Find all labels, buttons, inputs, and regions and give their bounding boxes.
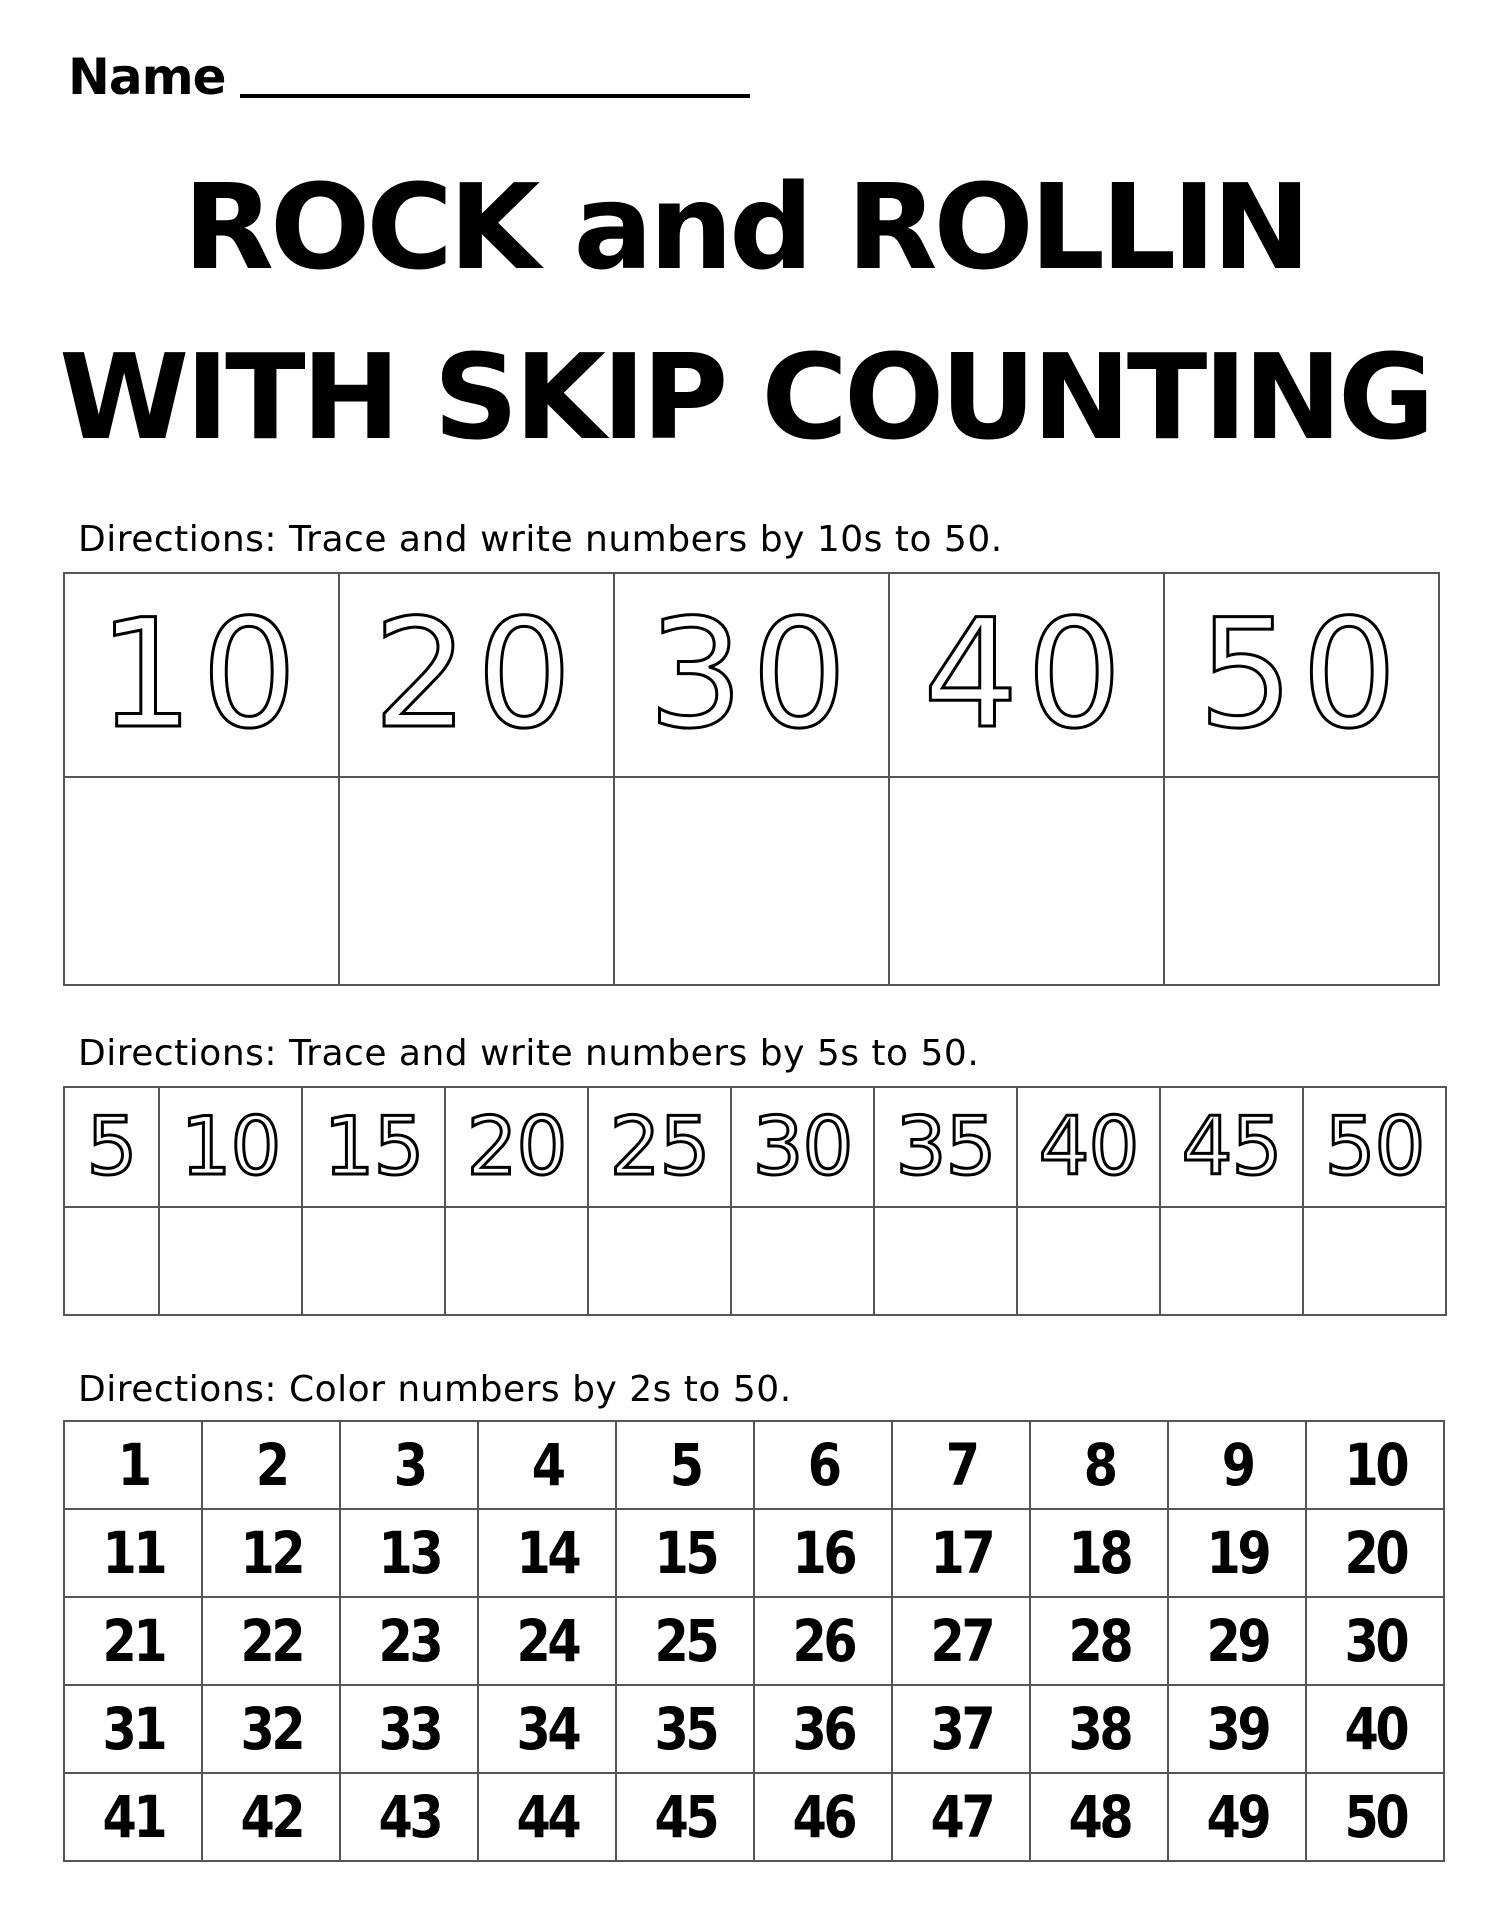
chart-number: 50 xyxy=(1344,1783,1406,1851)
chart-cell[interactable] xyxy=(202,1773,340,1861)
chart-number: 21 xyxy=(102,1607,164,1675)
directions-tens: Directions: Trace and write numbers by 10s to 50. xyxy=(78,519,1003,560)
chart-cell[interactable] xyxy=(64,1509,202,1597)
trace-number: 40 xyxy=(1038,1100,1139,1193)
chart-cell[interactable] xyxy=(1168,1597,1306,1685)
chart-number: 47 xyxy=(930,1783,992,1851)
tens-write-cell[interactable] xyxy=(64,777,339,985)
chart-cell[interactable] xyxy=(616,1509,754,1597)
chart-number: 1 xyxy=(117,1431,149,1499)
chart-cell[interactable] xyxy=(202,1685,340,1773)
chart-number: 45 xyxy=(654,1783,716,1851)
chart-number: 43 xyxy=(378,1783,440,1851)
chart-number: 26 xyxy=(792,1607,854,1675)
chart-cell[interactable] xyxy=(892,1773,1030,1861)
chart-cell[interactable] xyxy=(754,1773,892,1861)
chart-cell[interactable] xyxy=(478,1597,616,1685)
chart-cell[interactable] xyxy=(1306,1421,1444,1509)
chart-cell[interactable] xyxy=(1306,1685,1444,1773)
tens-trace-cell xyxy=(614,573,889,777)
chart-number: 15 xyxy=(654,1519,716,1587)
chart-number: 14 xyxy=(516,1519,578,1587)
chart-cell[interactable] xyxy=(1030,1421,1168,1509)
chart-number: 30 xyxy=(1344,1607,1406,1675)
trace-number: 20 xyxy=(466,1100,567,1193)
chart-cell[interactable] xyxy=(202,1509,340,1597)
chart-number: 7 xyxy=(945,1431,977,1499)
name-field[interactable] xyxy=(240,94,750,98)
fives-write-cell[interactable] xyxy=(588,1207,731,1315)
chart-number: 3 xyxy=(393,1431,425,1499)
chart-cell[interactable] xyxy=(1030,1685,1168,1773)
chart-cell[interactable] xyxy=(754,1597,892,1685)
trace-number: 30 xyxy=(648,588,855,762)
chart-number: 8 xyxy=(1083,1431,1115,1499)
chart-number: 29 xyxy=(1206,1607,1268,1675)
chart-cell[interactable] xyxy=(892,1597,1030,1685)
fives-write-cell[interactable] xyxy=(159,1207,302,1315)
chart-number: 2 xyxy=(255,1431,287,1499)
chart-cell[interactable] xyxy=(616,1597,754,1685)
chart-number: 41 xyxy=(102,1783,164,1851)
chart-cell[interactable] xyxy=(202,1597,340,1685)
chart-cell[interactable] xyxy=(340,1421,478,1509)
chart-number: 36 xyxy=(792,1695,854,1763)
trace-number: 50 xyxy=(1198,588,1405,762)
fives-trace-cell xyxy=(588,1087,731,1207)
chart-cell[interactable] xyxy=(1168,1773,1306,1861)
tens-trace-cell xyxy=(64,573,339,777)
tens-trace-cell xyxy=(889,573,1164,777)
title-line-2: WITH SKIP COUNTING xyxy=(59,328,1431,466)
tens-trace-cell xyxy=(1164,573,1439,777)
chart-cell[interactable] xyxy=(892,1685,1030,1773)
chart-cell[interactable] xyxy=(754,1421,892,1509)
chart-cell[interactable] xyxy=(616,1773,754,1861)
chart-number: 42 xyxy=(240,1783,302,1851)
chart-number: 19 xyxy=(1206,1519,1268,1587)
chart-cell[interactable] xyxy=(64,1773,202,1861)
chart-cell[interactable] xyxy=(1030,1773,1168,1861)
chart-cell[interactable] xyxy=(64,1597,202,1685)
fives-trace-row xyxy=(64,1087,1446,1207)
chart-cell[interactable] xyxy=(754,1509,892,1597)
tens-write-row xyxy=(64,777,1439,985)
fives-trace-cell xyxy=(302,1087,445,1207)
fives-trace-cell xyxy=(64,1087,159,1207)
chart-cell[interactable] xyxy=(1030,1597,1168,1685)
chart-number: 39 xyxy=(1206,1695,1268,1763)
trace-number: 15 xyxy=(323,1100,424,1193)
chart-number: 35 xyxy=(654,1695,716,1763)
chart-number: 12 xyxy=(240,1519,302,1587)
chart-cell[interactable] xyxy=(478,1773,616,1861)
chart-number: 44 xyxy=(516,1783,578,1851)
chart-number: 49 xyxy=(1206,1783,1268,1851)
trace-number: 30 xyxy=(752,1100,853,1193)
fives-write-row xyxy=(64,1207,1446,1315)
chart-number: 9 xyxy=(1221,1431,1253,1499)
fives-write-cell[interactable] xyxy=(64,1207,159,1315)
trace-number: 25 xyxy=(609,1100,710,1193)
chart-number: 33 xyxy=(378,1695,440,1763)
chart-number: 6 xyxy=(807,1431,839,1499)
chart-number: 18 xyxy=(1068,1519,1130,1587)
chart-row xyxy=(64,1773,1444,1861)
chart-row xyxy=(64,1597,1444,1685)
chart-cell[interactable] xyxy=(1168,1685,1306,1773)
chart-number: 20 xyxy=(1344,1519,1406,1587)
trace-number: 5 xyxy=(86,1100,137,1193)
chart-number: 40 xyxy=(1344,1695,1406,1763)
chart-cell[interactable] xyxy=(1168,1509,1306,1597)
trace-number: 50 xyxy=(1324,1100,1425,1193)
chart-number: 5 xyxy=(669,1431,701,1499)
chart-number: 31 xyxy=(102,1695,164,1763)
trace-number: 10 xyxy=(98,588,305,762)
chart-cell[interactable] xyxy=(754,1685,892,1773)
tens-write-cell[interactable] xyxy=(889,777,1164,985)
fives-trace-cell xyxy=(159,1087,302,1207)
chart-number: 37 xyxy=(930,1695,992,1763)
fives-write-cell[interactable] xyxy=(1017,1207,1160,1315)
trace-number: 20 xyxy=(373,588,580,762)
hundreds-chart-table xyxy=(63,1420,1445,1862)
fives-table xyxy=(63,1086,1447,1316)
chart-number: 46 xyxy=(792,1783,854,1851)
fives-trace-cell xyxy=(874,1087,1017,1207)
name-row xyxy=(68,48,750,106)
directions-fives: Directions: Trace and write numbers by 5s to 50. xyxy=(78,1033,980,1074)
fives-write-cell[interactable] xyxy=(445,1207,588,1315)
chart-number: 11 xyxy=(102,1519,164,1587)
chart-cell[interactable] xyxy=(202,1421,340,1509)
fives-write-cell[interactable] xyxy=(731,1207,874,1315)
fives-trace-cell xyxy=(1160,1087,1303,1207)
trace-number: 40 xyxy=(923,588,1130,762)
tens-table xyxy=(63,572,1440,986)
chart-number: 16 xyxy=(792,1519,854,1587)
chart-number: 38 xyxy=(1068,1695,1130,1763)
chart-cell[interactable] xyxy=(1306,1597,1444,1685)
trace-number: 45 xyxy=(1181,1100,1282,1193)
chart-number: 27 xyxy=(930,1607,992,1675)
title-line-1: ROCK and ROLLIN xyxy=(183,158,1307,296)
chart-cell[interactable] xyxy=(1306,1509,1444,1597)
chart-cell[interactable] xyxy=(1030,1509,1168,1597)
chart-cell[interactable] xyxy=(478,1685,616,1773)
chart-cell[interactable] xyxy=(340,1597,478,1685)
chart-cell[interactable] xyxy=(340,1509,478,1597)
chart-number: 4 xyxy=(531,1431,563,1499)
chart-cell[interactable] xyxy=(64,1685,202,1773)
chart-number: 10 xyxy=(1344,1431,1406,1499)
chart-cell[interactable] xyxy=(1306,1773,1444,1861)
fives-trace-cell xyxy=(731,1087,874,1207)
chart-number: 34 xyxy=(516,1695,578,1763)
chart-cell[interactable] xyxy=(1168,1421,1306,1509)
fives-trace-cell xyxy=(445,1087,588,1207)
tens-trace-cell xyxy=(339,573,614,777)
chart-cell[interactable] xyxy=(64,1421,202,1509)
chart-cell[interactable] xyxy=(616,1421,754,1509)
chart-number: 28 xyxy=(1068,1607,1130,1675)
chart-cell[interactable] xyxy=(478,1421,616,1509)
tens-write-cell[interactable] xyxy=(614,777,889,985)
fives-write-cell[interactable] xyxy=(302,1207,445,1315)
chart-number: 24 xyxy=(516,1607,578,1675)
fives-trace-cell xyxy=(1303,1087,1446,1207)
chart-cell[interactable] xyxy=(478,1509,616,1597)
chart-number: 25 xyxy=(654,1607,716,1675)
chart-number: 17 xyxy=(930,1519,992,1587)
chart-number: 22 xyxy=(240,1607,302,1675)
chart-cell[interactable] xyxy=(892,1421,1030,1509)
chart-number: 13 xyxy=(378,1519,440,1587)
trace-number: 35 xyxy=(895,1100,996,1193)
chart-row xyxy=(64,1685,1444,1773)
chart-number: 23 xyxy=(378,1607,440,1675)
chart-cell[interactable] xyxy=(340,1773,478,1861)
chart-row xyxy=(64,1421,1444,1509)
fives-write-cell[interactable] xyxy=(1303,1207,1446,1315)
chart-row xyxy=(64,1509,1444,1597)
trace-number: 10 xyxy=(180,1100,281,1193)
chart-number: 48 xyxy=(1068,1783,1130,1851)
fives-write-cell[interactable] xyxy=(1160,1207,1303,1315)
directions-twos: Directions: Color numbers by 2s to 50. xyxy=(78,1369,792,1410)
fives-write-cell[interactable] xyxy=(874,1207,1017,1315)
name-label: Name xyxy=(68,48,226,106)
chart-cell[interactable] xyxy=(340,1685,478,1773)
fives-trace-cell xyxy=(1017,1087,1160,1207)
tens-trace-row xyxy=(64,573,1439,777)
chart-number: 32 xyxy=(240,1695,302,1763)
chart-cell[interactable] xyxy=(892,1509,1030,1597)
chart-cell[interactable] xyxy=(616,1685,754,1773)
tens-write-cell[interactable] xyxy=(1164,777,1439,985)
tens-write-cell[interactable] xyxy=(339,777,614,985)
